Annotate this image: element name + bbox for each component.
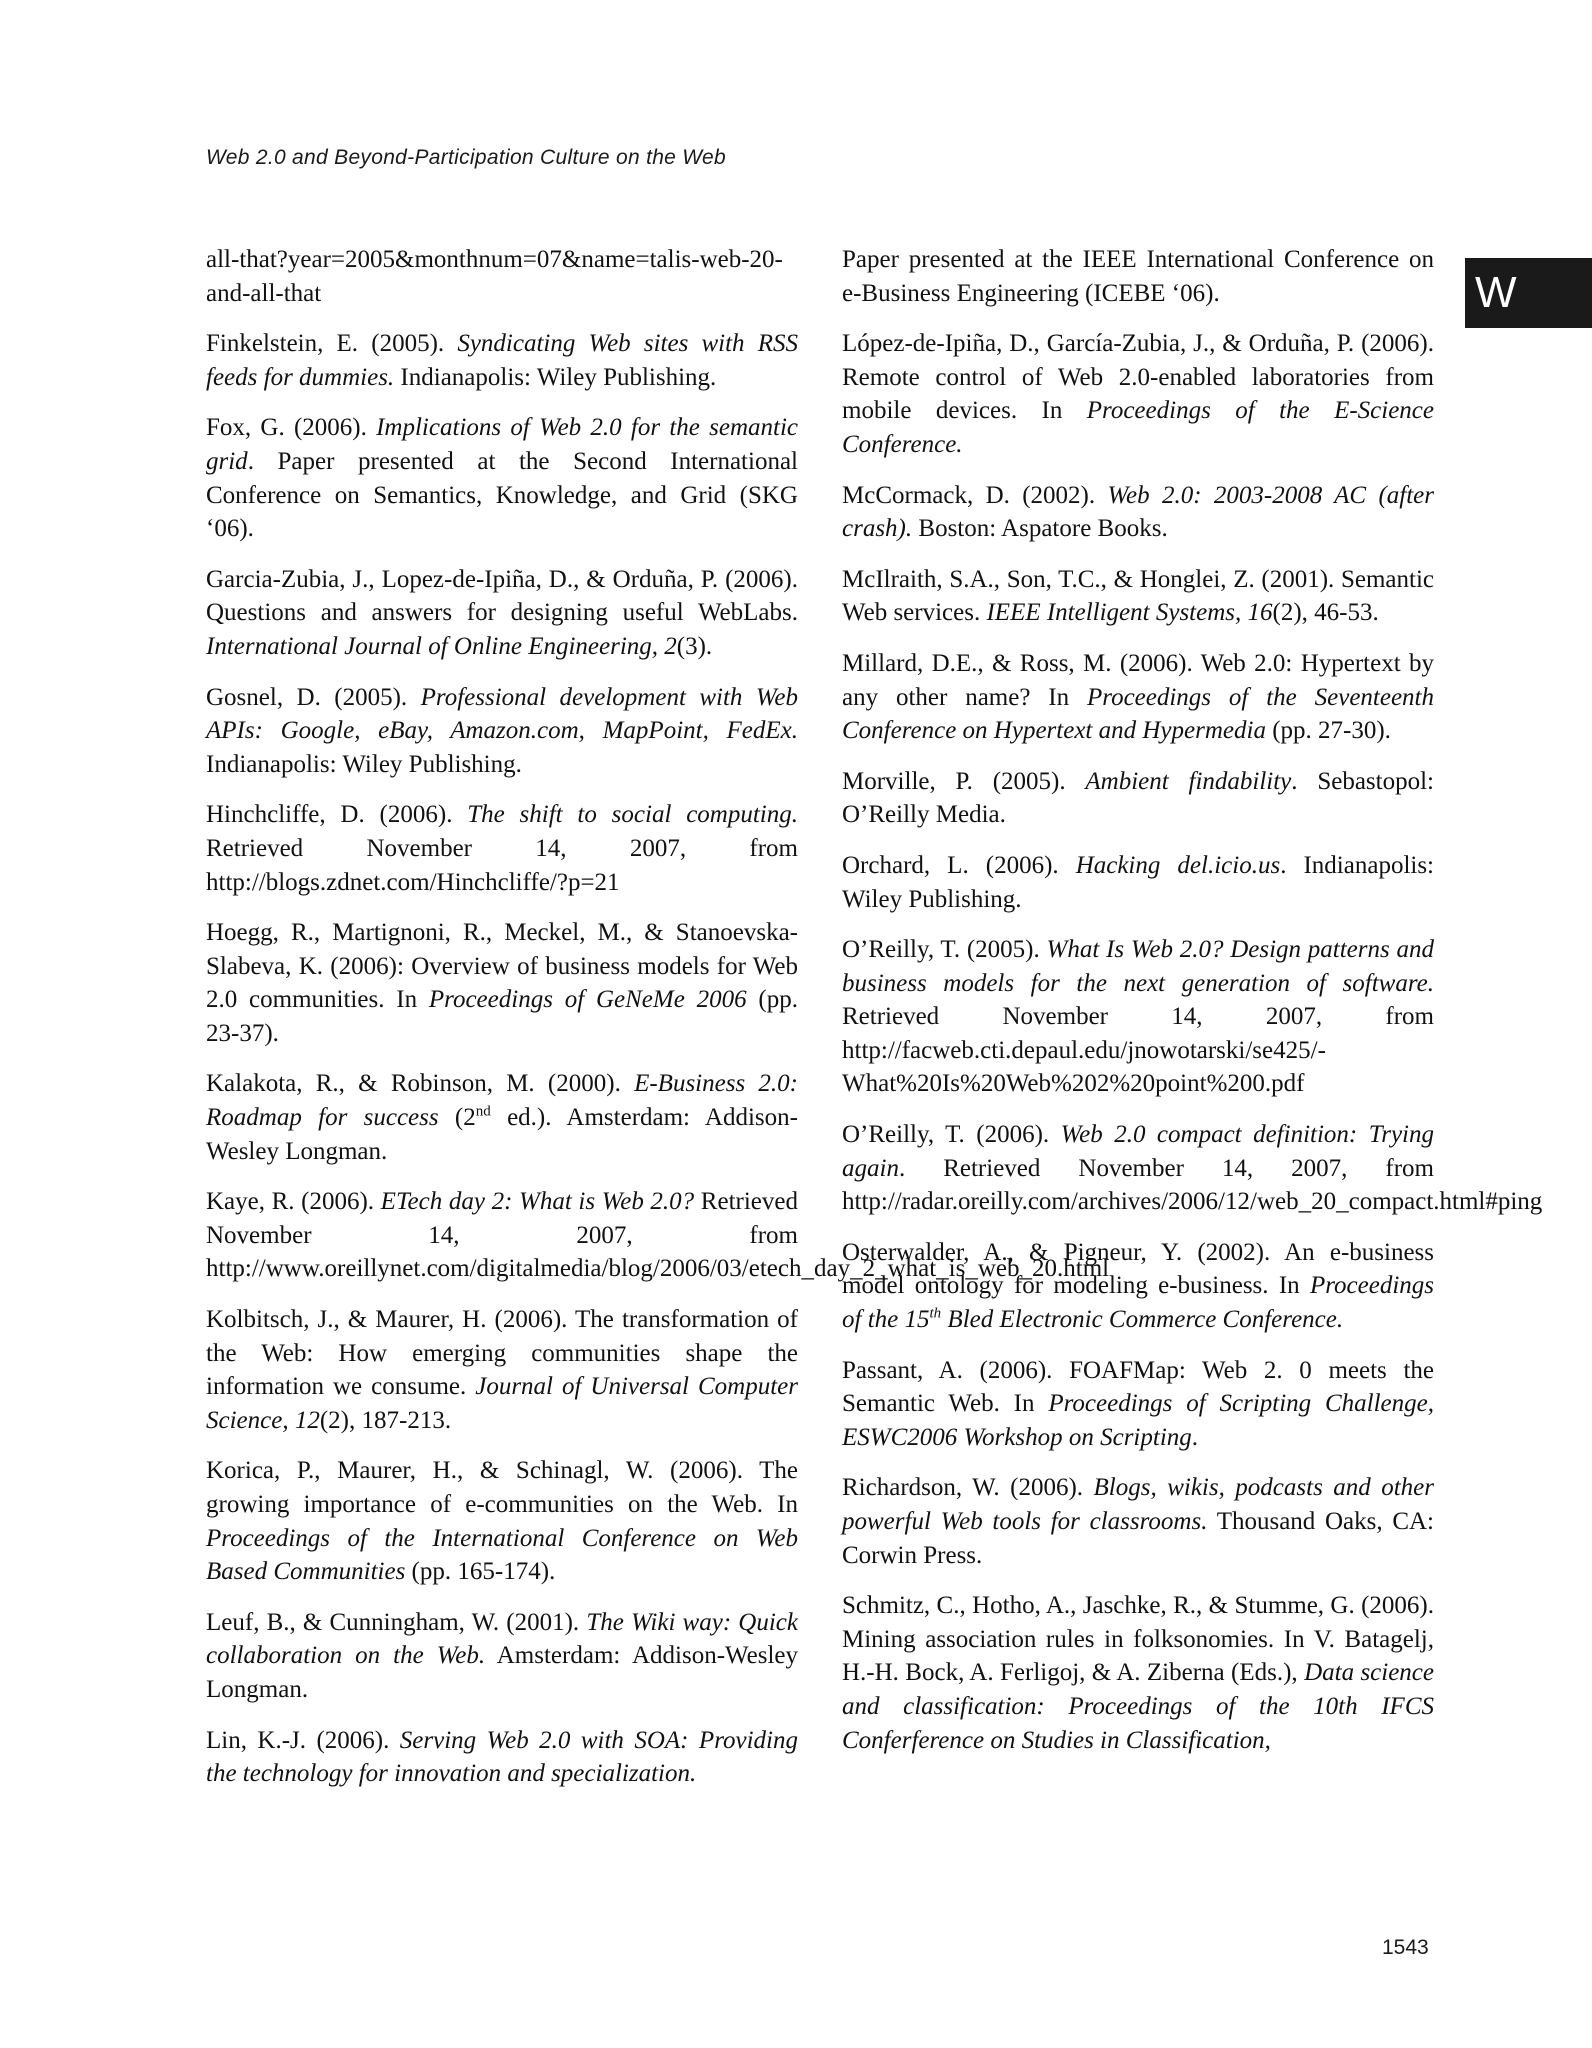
reference-text: (2), 187-213. <box>319 1406 452 1434</box>
reference-text: O’Reilly, T. (2006). <box>842 1121 1061 1149</box>
reference-text: Korica, P., Maurer, H., & Schinagl, W. (2006). The growing importance of e-communities on the Web. In <box>206 1457 798 1518</box>
reference-entry <box>206 798 798 899</box>
reference-text: Indianapolis: Wiley Publishing. <box>394 363 717 391</box>
reference-text: Amsterdam: Addison-Wesley Longman. <box>206 1642 799 1703</box>
reference-entry <box>842 243 1434 310</box>
italic-title: Syndicating Web sites with RSS feeds for dummies. <box>206 330 798 391</box>
reference-text: (2 <box>438 1104 476 1132</box>
reference-text: (pp. 27-30). <box>1265 717 1391 745</box>
reference-entry <box>842 1354 1434 1455</box>
reference-text: McIlraith, S.A., Son, T.C., & Honglei, Z. (2001). Semantic Web services. <box>842 565 1434 627</box>
italic-title: Ambient findability <box>1085 767 1292 795</box>
italic-title: Implications of Web 2.0 for the semantic grid <box>206 414 798 475</box>
section-tab <box>1465 258 1592 328</box>
reference-text: . <box>1191 1423 1199 1451</box>
reference-text: Indianapolis: Wiley Publishing. <box>206 750 522 778</box>
reference-text: O’Reilly, T. (2005). <box>842 936 1047 964</box>
reference-text: Osterwalder, A., & Pigneur, Y. (2002). An e-business model ontology for modeling e-business. In <box>842 1238 1434 1300</box>
reference-text: (3). <box>676 632 713 660</box>
reference-text: (pp. 23-37). <box>206 986 799 1047</box>
italic-title: International Journal of Online Engineering, 2 <box>206 632 677 660</box>
reference-entry <box>842 479 1434 546</box>
superscript-text: th <box>929 1305 942 1322</box>
italic-title: Proceedings of the Seventeenth Conference on Hypertext and Hypermedia <box>842 683 1434 745</box>
reference-entry <box>206 916 798 1050</box>
reference-entry <box>842 1589 1434 1757</box>
reference-text: Lin, K.-J. (2006). <box>206 1726 400 1754</box>
italic-title: Proceedings of the E-Science Conference. <box>842 397 1434 458</box>
reference-text: Kolbitsch, J., & Maurer, H. (2006). The transformation of the Web: How emerging communities shape the information we consume. <box>206 1306 798 1401</box>
reference-entry <box>206 1454 798 1588</box>
italic-title: The shift to social computing. <box>467 801 798 829</box>
italic-title: Proceedings of the International Conference on Web Based Communities <box>206 1524 798 1586</box>
italic-title: Web 2.0 compact definition: Trying again <box>842 1121 1434 1182</box>
italic-title: IEEE Intelligent Systems, 16 <box>986 599 1273 627</box>
reference-entry <box>206 1724 798 1791</box>
reference-text: Schmitz, C., Hotho, A., Jaschke, R., & Stumme, G. (2006). Mining association rules in folksonomies. In V. Batagelj, H.-H. Bock, A. Ferligoj, & A. Ziberna (Eds.), <box>842 1592 1434 1687</box>
reference-text: López-de-Ipiña, D., García-Zubia, J., & Orduña, P. (2006). Remote control of Web 2.0-enabled laboratories from mobile devices. In <box>842 330 1434 425</box>
reference-entry <box>206 563 798 664</box>
reference-text: Millard, D.E., & Ross, M. (2006). Web 2.0: Hypertext by any other name? In <box>842 649 1434 711</box>
reference-text: all-that?year=2005&monthnum=07&name=talis-web-20-and-all-that <box>206 246 783 307</box>
reference-entry <box>206 411 798 545</box>
reference-entry <box>842 765 1434 832</box>
reference-entry <box>842 327 1434 461</box>
reference-entry <box>206 327 798 394</box>
reference-text: Hinchcliffe, D. (2006). <box>206 801 468 829</box>
reference-entry <box>842 1118 1543 1219</box>
reference-entry <box>206 1303 798 1437</box>
reference-text: Thousand Oaks, CA: Corwin Press. <box>842 1508 1434 1569</box>
reference-entry <box>842 849 1434 916</box>
italic-title: Bled Electronic Commerce Conference. <box>941 1306 1344 1334</box>
references-right-column <box>842 243 1543 1774</box>
reference-text: Kalakota, R., & Robinson, M. (2000). <box>206 1070 635 1098</box>
italic-title: Proceedings of the 15 <box>842 1272 1434 1334</box>
reference-text: Gosnel, D. (2005). <box>206 683 421 711</box>
superscript-text: nd <box>475 1103 491 1120</box>
reference-entry <box>206 1606 798 1707</box>
reference-text: Paper presented at the IEEE International Conference on e-Business Engineering (ICEBE ‘06). <box>842 246 1434 307</box>
italic-title: Serving Web 2.0 with SOA: Providing the technology for innovation and specialization. <box>206 1726 798 1788</box>
reference-text: Hoegg, R., Martignoni, R., Meckel, M., & Stanoevska-Slabeva, K. (2006): Overview of business models for Web 2.0 communities. In <box>206 919 798 1014</box>
reference-text: Garcia-Zubia, J., Lopez-de-Ipiña, D., & Orduña, P. (2006). Questions and answers for designing useful WebLabs. <box>206 565 798 627</box>
reference-text: Retrieved November 14, 2007, from http://facweb.cti.depaul.edu/jnowotarski/se425/-What%20Is%20Web%202%20point%200.pdf <box>842 1003 1434 1098</box>
reference-text: ed.). Amsterdam: Addison-Wesley Longman. <box>206 1104 798 1165</box>
reference-text: . Sebastopol: O’Reilly Media. <box>842 767 1434 829</box>
italic-title: Web 2.0: 2003-2008 AC (after crash). <box>842 481 1434 543</box>
reference-entry <box>206 243 798 310</box>
section-tab-letter: W <box>1475 268 1517 317</box>
reference-text: Retrieved November 14, 2007, from http://www.oreillynet.com/digitalmedia/blog/2006/03/etech_day_2_what_is_web_20.html <box>206 1188 1110 1283</box>
reference-entry <box>842 563 1434 630</box>
reference-text: . Retrieved November 14, 2007, from http://radar.oreilly.com/archives/2006/12/web_20_compact.html#ping <box>842 1154 1543 1216</box>
italic-title: ETech day 2: What is Web 2.0? <box>380 1188 695 1216</box>
reference-text: Leuf, B., & Cunningham, W. (2001). <box>206 1608 587 1636</box>
reference-entry <box>842 647 1434 748</box>
italic-title: Proceedings of GeNeMe 2006 <box>428 986 747 1014</box>
reference-text: . Paper presented at the Second International Conference on Semantics, Knowledge, and Grid (SKG ‘06). <box>206 447 798 543</box>
reference-text: McCormack, D. (2002). <box>842 481 1108 509</box>
reference-text: Finkelstein, E. (2005). <box>206 330 458 358</box>
reference-entry <box>206 1185 1110 1286</box>
reference-text: Boston: Aspatore Books. <box>912 515 1168 543</box>
reference-entry <box>206 681 798 782</box>
italic-title: Professional development with Web APIs: Google, eBay, Amazon.com, MapPoint, FedEx. <box>206 683 798 745</box>
reference-text: Retrieved November 14, 2007, from http://blogs.zdnet.com/Hinchcliffe/?p=21 <box>206 834 798 896</box>
italic-title: The Wiki way: Quick collaboration on the Web. <box>206 1608 798 1670</box>
italic-title: E-Business 2.0: Roadmap for success <box>206 1070 798 1132</box>
reference-text: Morville, P. (2005). <box>842 767 1086 795</box>
reference-text: Kaye, R. (2006). <box>206 1188 381 1216</box>
italic-title: Journal of Universal Computer Science, 12 <box>206 1373 798 1434</box>
running-head: Web 2.0 and Beyond-Participation Culture on the Web <box>206 146 726 169</box>
italic-title: Hacking del.icio.us <box>1075 851 1281 879</box>
reference-text: . Indianapolis: Wiley Publishing. <box>842 851 1435 913</box>
reference-text: (2), 46-53. <box>1272 599 1379 627</box>
reference-entry <box>206 1067 798 1168</box>
page-number: 1543 <box>1382 1936 1429 1959</box>
reference-entry <box>842 1236 1434 1337</box>
italic-title: Proceedings of Scripting Challenge, ESWC2006 Workshop on Scripting <box>842 1390 1434 1451</box>
italic-title: Data science and classification: Proceedings of the 10th IFCS Conferference on Studies in Classification, <box>842 1659 1434 1754</box>
reference-text: Richardson, W. (2006). <box>842 1474 1094 1502</box>
reference-entry <box>842 933 1434 1101</box>
reference-entry <box>842 1471 1434 1572</box>
reference-text: Fox, G. (2006). <box>206 414 377 442</box>
reference-text: Passant, A. (2006). FOAFMap: Web 2. 0 meets the Semantic Web. In <box>842 1356 1434 1418</box>
italic-title: Blogs, wikis, podcasts and other powerful Web tools for classrooms. <box>842 1474 1435 1535</box>
reference-text: Orchard, L. (2006). <box>842 851 1076 879</box>
italic-title: What Is Web 2.0? Design patterns and business models for the next generation of software. <box>842 936 1434 997</box>
reference-text: (pp. 165-174). <box>405 1558 556 1586</box>
